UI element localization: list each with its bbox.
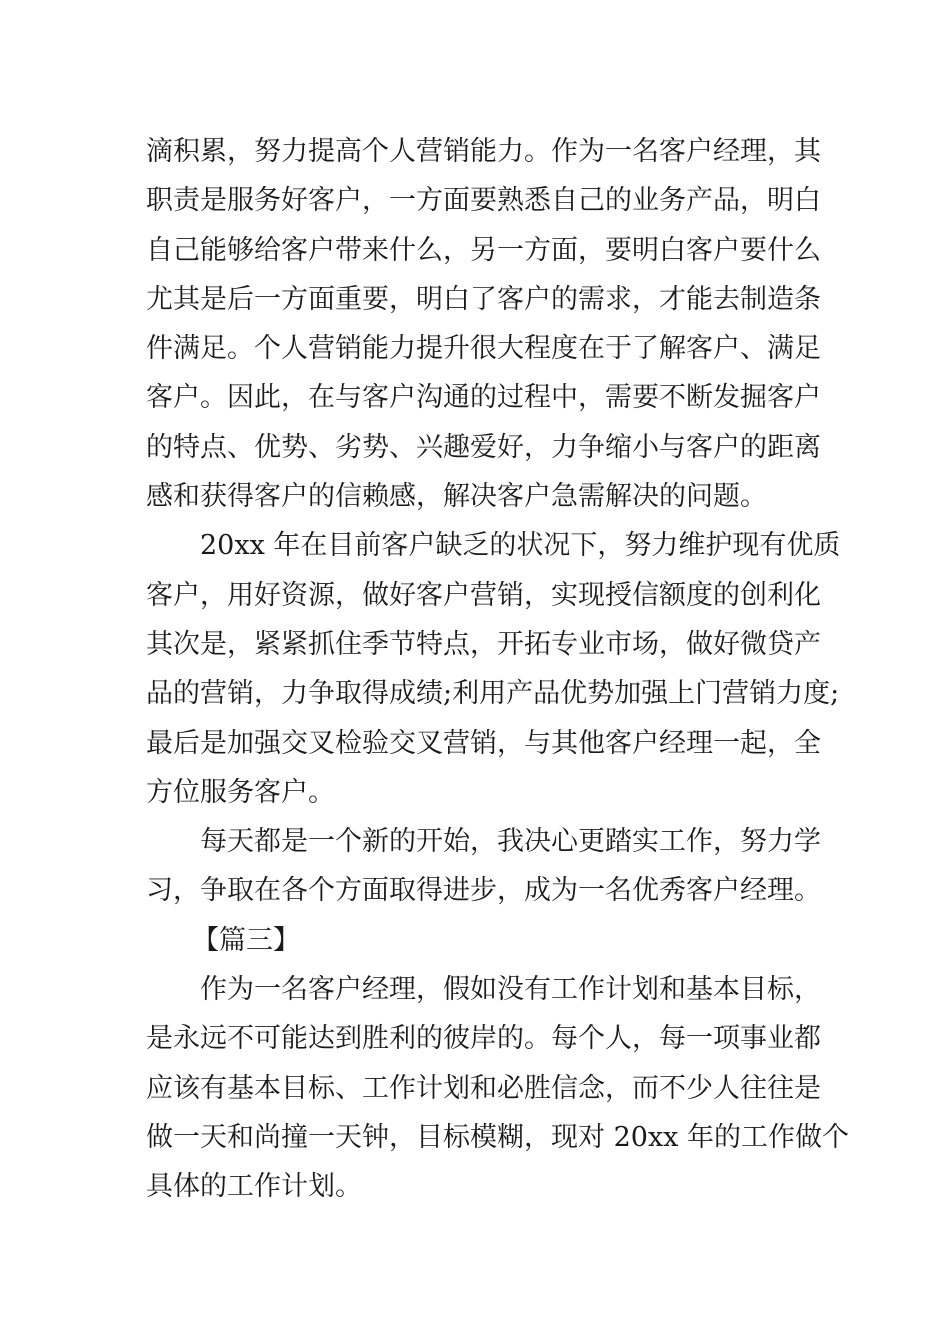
- text-line: 习，争取在各个方面取得进步，成为一名优秀客户经理。: [146, 875, 821, 907]
- text-line: 具体的工作计划。: [146, 1171, 362, 1203]
- text-line: 做一天和尚撞一天钟，目标模糊，现对 20xx 年的工作做个: [146, 1121, 849, 1153]
- text-line: 尤其是后一方面重要，明白了客户的需求，才能去制造条: [146, 283, 821, 315]
- text-line: 应该有基本目标、工作计划和必胜信念，而不少人往往是: [146, 1072, 821, 1104]
- text-line: 客户，用好资源，做好客户营销，实现授信额度的创利化: [146, 579, 821, 611]
- text-line: 品的营销，力争取得成绩;利用产品优势加强上门营销力度;: [146, 678, 840, 710]
- text-line: 方位服务客户。: [146, 776, 335, 808]
- text-line: 客户。因此，在与客户沟通的过程中，需要不断发掘客户: [146, 382, 821, 414]
- text-line: 是永远不可能达到胜利的彼岸的。每个人，每一项事业都: [146, 1023, 821, 1055]
- text-line: 滴积累，努力提高个人营销能力。作为一名客户经理，其: [146, 136, 821, 167]
- document-body: [146, 127, 849, 1212]
- text-line: 其次是，紧紧抓住季节特点，开拓专业市场，做好微贷产: [146, 628, 821, 660]
- section-heading: 【篇三】: [192, 924, 300, 956]
- text-line: 感和获得客户的信赖感，解决客户急需解决的问题。: [146, 481, 767, 513]
- paragraph-start-line: 20xx 年在目前客户缺乏的状况下，努力维护现有优质: [200, 530, 841, 562]
- paragraph-start-line: 作为一名客户经理，假如没有工作计划和基本目标，: [200, 974, 821, 1006]
- paragraph-start-line: 每天都是一个新的开始，我决心更踏实工作，努力学: [200, 826, 821, 858]
- text-line: 的特点、优势、劣势、兴趣爱好，力争缩小与客户的距离: [146, 431, 821, 463]
- text-line: 最后是加强交叉检验交叉营销，与其他客户经理一起，全: [146, 727, 821, 759]
- text-line: 职责是服务好客户，一方面要熟悉自己的业务产品，明白: [146, 185, 821, 217]
- text-line: 件满足。个人营销能力提升很大程度在于了解客户、满足: [146, 333, 821, 365]
- text-line: 自己能够给客户带来什么，另一方面，要明白客户要什么: [146, 234, 821, 266]
